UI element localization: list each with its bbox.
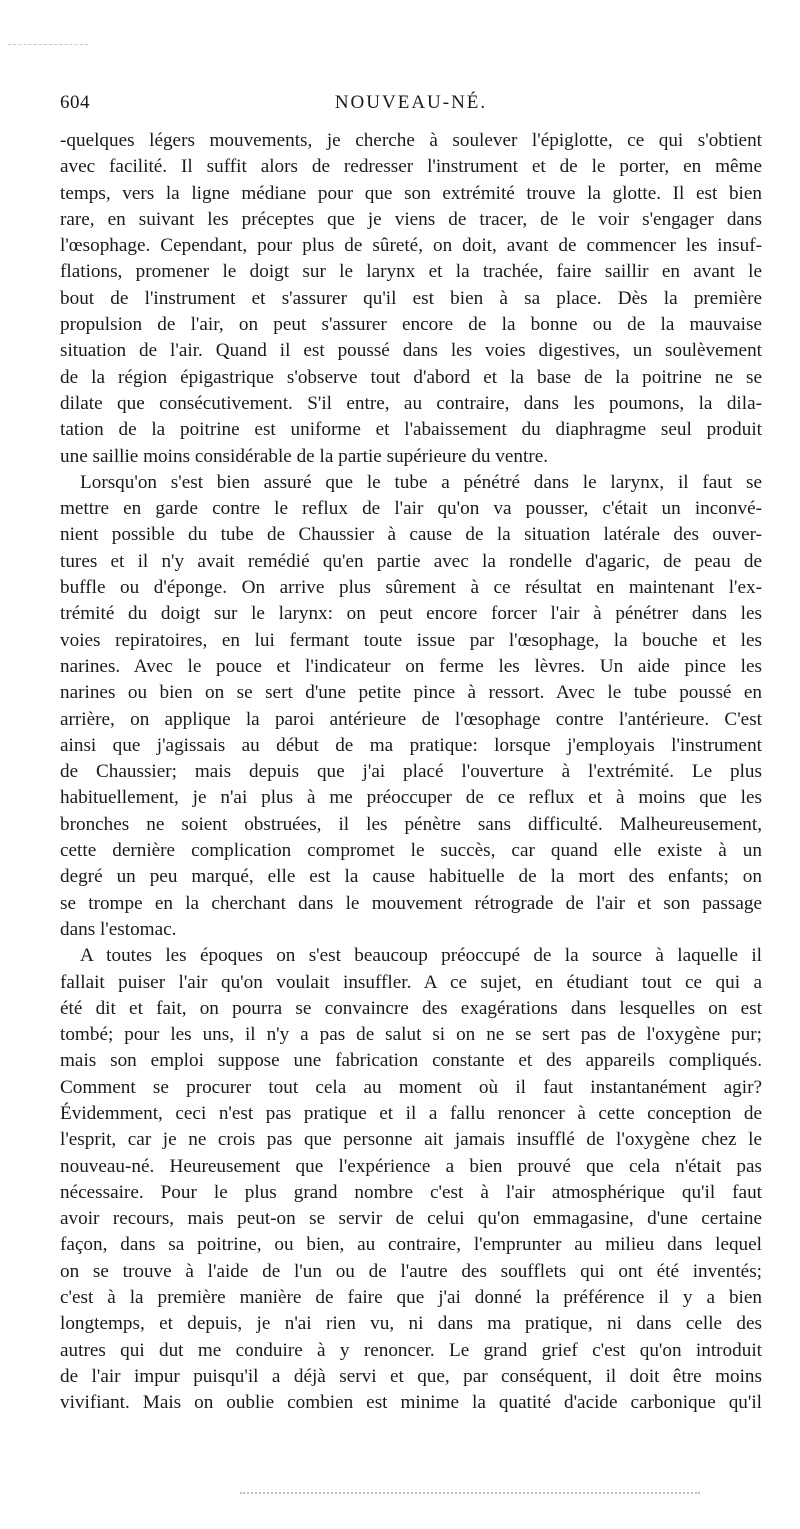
text-line: narines. Avec le pouce et l'indicateur on ferme les lèvres. Un aide pince les (60, 655, 762, 677)
text-line: tation de la poitrine est uniforme et l'abaissement du diaphragme seul produit (60, 419, 762, 441)
text-line: façon, dans sa poitrine, ou bien, au contraire, l'emprunter au milieu dans lequel (60, 1234, 762, 1256)
text-line: autres qui dut me conduire à y renoncer. Le grand grief c'est qu'on introduit (60, 1339, 762, 1361)
text-line: Évidemment, ceci n'est pas pratique et il a fallu renoncer à cette conception de (60, 1102, 762, 1124)
text-line: c'est à la première manière de faire que j'ai donné la préférence il y a bien (60, 1287, 762, 1309)
text-line: Comment se procurer tout cela au moment où il faut instantanément agir? (60, 1076, 762, 1098)
text-line: avoir recours, mais peut-on se servir de celui qu'on emmagasine, d'une certaine (60, 1208, 762, 1230)
faint-bottom-line (240, 1492, 700, 1497)
text-line: cette dernière complication compromet le succès, car quand elle existe à un (60, 840, 762, 862)
paragraph (60, 943, 762, 1416)
text-line: nécessaire. Pour le plus grand nombre c'est à l'air atmosphérique qu'il faut (60, 1181, 762, 1203)
text-line: fallait puiser l'air qu'on voulait insuffler. A ce sujet, en étudiant tout ce qui a (60, 971, 762, 993)
text-line: bout de l'instrument et s'assurer qu'il est bien à sa place. Dès la première (60, 287, 762, 309)
text-line: dans l'estomac. (60, 918, 177, 940)
text-line: été dit et fait, on pourra se convaincre des exagérations dans lesquelles on est (60, 997, 762, 1019)
running-title: NOUVEAU-NÉ. (334, 92, 488, 113)
text-line: se trompe en la cherchant dans le mouvement rétrograde de l'air et son passage (60, 892, 762, 914)
text-line: voies repiratoires, en lui fermant toute issue par l'œsophage, la bouche et les (60, 629, 762, 651)
text-line: mettre en garde contre le reflux de l'air qu'on va pousser, c'était un inconvé- (60, 498, 762, 520)
text-line: vivifiant. Mais on oublie combien est minime la quatité d'acide carbonique qu'il (60, 1392, 762, 1414)
text-line: trémité du doigt sur le larynx: on peut encore forcer l'air à pénétrer dans les (60, 603, 762, 625)
paragraph (60, 128, 762, 470)
text-line: ainsi que j'agissais au début de ma pratique: lorsque j'employais l'instrument (60, 734, 762, 756)
text-line: A toutes les époques on s'est beaucoup préoccupé de la source à laquelle il (80, 945, 762, 967)
text-line: tombé; pour les uns, il n'y a pas de salut si on ne se sert pas de l'oxygène pur; (60, 1024, 762, 1046)
text-line: l'œsophage. Cependant, pour plus de sûreté, on doit, avant de commencer les insuf- (60, 235, 762, 257)
page-number: 604 (60, 92, 90, 113)
text-line: arrière, on applique la paroi antérieure de l'œsophage contre l'antérieure. C'est (60, 708, 762, 730)
text-line: une saillie moins considérable de la partie supérieure du ventre. (60, 445, 549, 467)
text-line: flations, promener le doigt sur le larynx et la trachée, faire saillir en avant le (60, 261, 762, 283)
text-line: tures et il n'y avait remédié qu'en partie avec la rondelle d'agaric, de peau de (60, 550, 762, 572)
text-line: de Chaussier; mais depuis que j'ai placé l'ouverture à l'extrémité. Le plus (60, 761, 762, 783)
text-line: on se trouve à l'aide de l'un ou de l'autre des soufflets qui ont été inventés; (60, 1260, 762, 1282)
text-line: avec facilité. Il suffit alors de redresser l'instrument et de le porter, en même (60, 156, 762, 178)
text-line: nient possible du tube de Chaussier à cause de la situation latérale des ouver- (60, 524, 762, 546)
text-line: de l'air impur puisqu'il a déjà servi et que, par conséquent, il doit être moins (60, 1365, 762, 1387)
paragraph (60, 470, 762, 943)
text-line: degré un peu marqué, elle est la cause habituelle de la mort des enfants; on (60, 866, 762, 888)
text-line: l'esprit, car je ne crois pas que personne ait jamais insufflé de l'oxygène chez le (60, 1129, 762, 1151)
text-line: mais son emploi suppose une fabrication constante et des appareils compliqués. (60, 1050, 762, 1072)
page-edge-specks (8, 44, 88, 51)
text-line: rare, en suivant les préceptes que je viens de tracer, de le voir s'engager dans (60, 208, 762, 230)
text-line: nouveau-né. Heureusement que l'expérience a bien prouvé que cela n'était pas (60, 1155, 762, 1177)
text-line: temps, vers la ligne médiane pour que son extrémité trouve la glotte. Il est bien (60, 182, 762, 204)
text-line: Lorsqu'on s'est bien assuré que le tube a pénétré dans le larynx, il faut se (80, 471, 762, 493)
text-line: habituellement, je n'ai plus à me préoccuper de ce reflux et à moins que les (60, 787, 762, 809)
text-line: de la région épigastrique s'observe tout d'abord et la base de la poitrine ne se (60, 366, 762, 388)
text-line: dilate que consécutivement. S'il entre, au contraire, dans les poumons, la dila- (60, 392, 762, 414)
text-line: buffle ou d'éponge. On arrive plus sûrement à ce résultat en maintenant l'ex- (60, 577, 762, 599)
text-line: propulsion de l'air, on peut s'assurer encore de la bonne ou de la mauvaise (60, 314, 762, 336)
text-line: longtemps, et depuis, je n'ai rien vu, ni dans ma pratique, ni dans celle des (60, 1313, 762, 1335)
running-head (60, 92, 762, 120)
text-line: bronches ne soient obstruées, il les pénètre sans difficulté. Malheureusement, (60, 813, 762, 835)
text-line: situation de l'air. Quand il est poussé dans les voies digestives, un soulèvement (60, 340, 762, 362)
body-text (60, 128, 762, 1417)
text-line: -quelques légers mouvements, je cherche à soulever l'épiglotte, ce qui s'obtient (60, 130, 762, 151)
text-line: narines ou bien on se sert d'une petite pince à ressort. Avec le tube poussé en (60, 682, 762, 704)
